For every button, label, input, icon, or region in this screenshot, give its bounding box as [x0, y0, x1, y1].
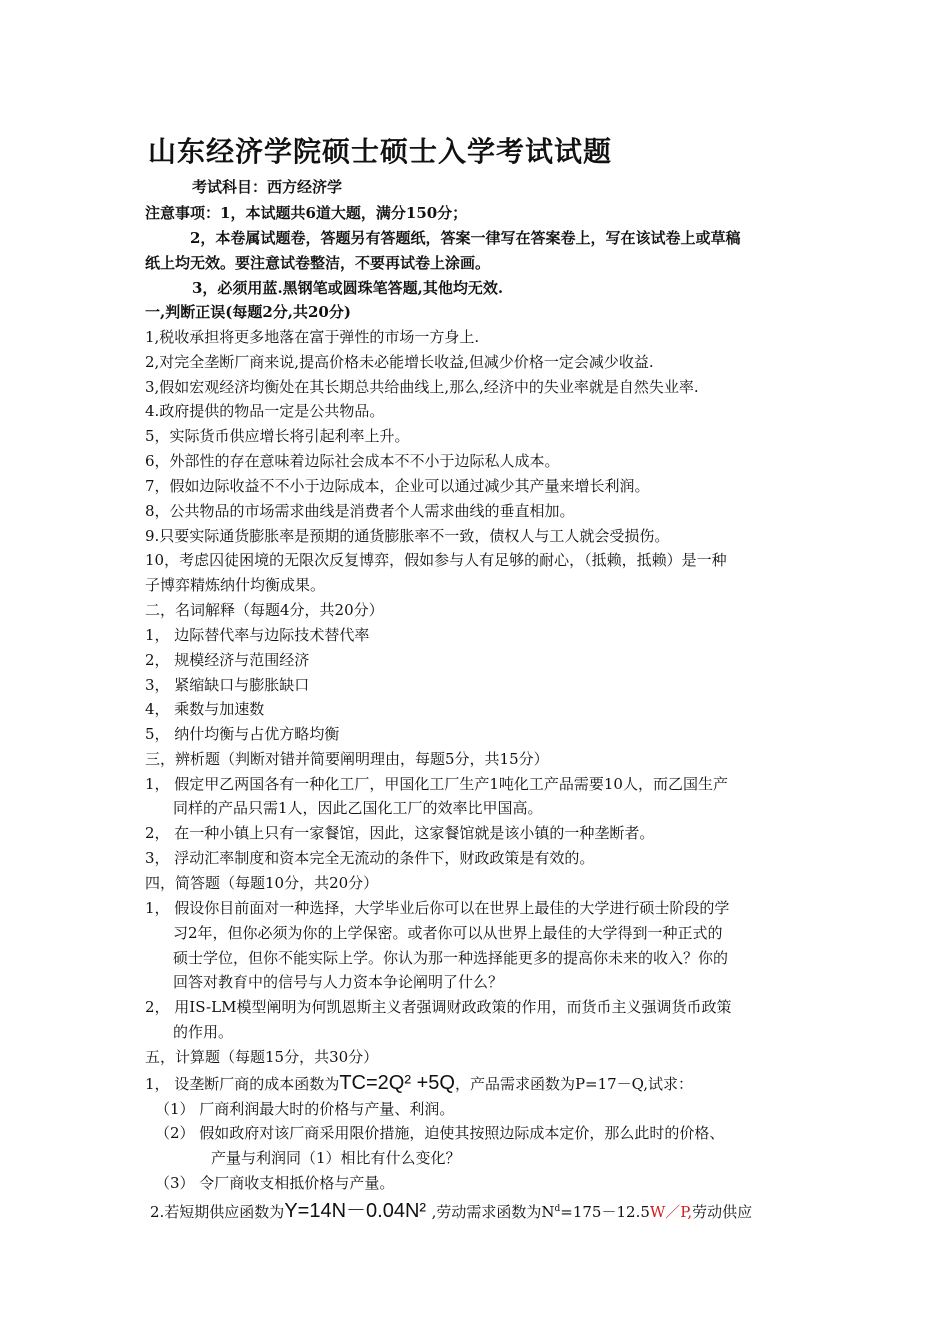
note-3: 3，必须用蓝.黑钢笔或圆珠笔答题,其他均无效.: [192, 279, 504, 297]
list-item: 1， 假设你目前面对一种选择，大学毕业后你可以在世界上最佳的大学进行硕士阶段的学: [145, 899, 730, 917]
section-3-heading: 三，辨析题（判断对错并简要阐明理由，每题5分，共15分）: [145, 750, 549, 768]
q1-suffix: ，产品需求函数为P=17－Q,试求：: [454, 1075, 694, 1093]
note-1: 注意事项：1，本试题共6道大题，满分150分；: [145, 204, 468, 222]
note-2a: 2，本卷属试题卷，答题另有答题纸，答案一律写在答案卷上，写在该试卷上或草稿: [190, 229, 741, 247]
section-1-heading: 一,判断正误(每题2分,共20分): [145, 303, 351, 321]
list-item: 2， 用IS-LM模型阐明为何凯恩斯主义者强调财政政策的作用，而货币主义强调货币政策: [145, 998, 732, 1016]
list-item: 4.政府提供的物品一定是公共物品。: [145, 402, 385, 420]
list-item: 硕士学位，但你不能实际上学。你认为那一种选择能更多的提高你未来的收入？你的: [173, 949, 729, 967]
list-item: 3,假如宏观经济均衡处在其长期总共给曲线上,那么,经济中的失业率就是自然失业率.: [145, 378, 699, 396]
list-item: 6，外部性的存在意味着边际社会成本不不小于边际私人成本。: [145, 452, 560, 470]
list-item: 3， 紧缩缺口与膨胀缺口: [145, 676, 310, 694]
list-item: 子博弈精炼纳什均衡成果。: [145, 576, 326, 594]
q2-red-text: W／P,: [649, 1203, 693, 1221]
list-item: （2） 假如政府对该厂商采用限价措施，迫使其按照边际成本定价，那么此时的价格、: [155, 1124, 725, 1142]
list-item: 1， 边际替代率与边际技术替代率: [145, 626, 370, 644]
exam-title: 山东经济学院硕士硕士入学考试试题: [148, 135, 613, 168]
q1-formula: TC=2Q² +5Q: [339, 1072, 455, 1094]
section-5-heading: 五，计算题（每题15分，共30分）: [145, 1048, 379, 1066]
section-2-heading: 二，名词解释（每题4分，共20分）: [145, 601, 384, 619]
list-item: 10，考虑囚徒困境的无限次反复博弈，假如参与人有足够的耐心，（抵赖，抵赖）是一种: [145, 551, 727, 569]
list-item: 5，实际货币供应增长将引起利率上升。: [145, 427, 410, 445]
list-item: 9.只要实际通货膨胀率是预期的通货膨胀率不一致，债权人与工人就会受损伤。: [145, 527, 670, 545]
list-item: （3） 令厂商收支相抵价格与产量。: [155, 1174, 395, 1192]
list-item: 2， 在一种小镇上只有一家餐馆，因此，这家餐馆就是该小镇的一种垄断者。: [145, 824, 655, 842]
list-item: 8，公共物品的市场需求曲线是消费者个人需求曲线的垂直相加。: [145, 502, 575, 520]
list-item: 2， 规模经济与范围经济: [145, 651, 310, 669]
list-item: 的作用。: [173, 1023, 234, 1041]
q2-superscript: d: [554, 1204, 561, 1214]
list-item: 5， 纳什均衡与占优方略均衡: [145, 725, 340, 743]
section-4-heading: 四，简答题（每题10分，共20分）: [145, 874, 379, 892]
list-item: 1,税收承担将更多地落在富于弹性的市场一方身上.: [145, 328, 480, 346]
calc-question-2: [150, 1196, 752, 1225]
list-item: 产量与利润同（1）相比有什么变化？: [211, 1149, 461, 1167]
q1-prefix: 1， 设垄断厂商的成本函数为: [145, 1075, 340, 1093]
q2-suffix: 劳动供应: [692, 1203, 753, 1221]
list-item: （1） 厂商利润最大时的价格与产量、利润。: [155, 1100, 455, 1118]
list-item: 2,对完全垄断厂商来说,提高价格未必能增长收益,但减少价格一定会减少收益.: [145, 353, 654, 371]
calc-question-1: [145, 1070, 693, 1097]
list-item: 同样的产品只需1人，因此乙国化工厂的效率比甲国高。: [173, 799, 543, 817]
list-item: 7，假如边际收益不不小于边际成本，企业可以通过减少其产量来增长利润。: [145, 477, 650, 495]
note-2b: 纸上均无效。要注意试卷整洁，不要再试卷上涂画。: [145, 254, 491, 272]
list-item: 3， 浮动汇率制度和资本完全无流动的条件下，财政政策是有效的。: [145, 849, 595, 867]
list-item: 回答对教育中的信号与人力资本争论阐明了什么？: [173, 973, 504, 991]
exam-subject: 考试科目：西方经济学: [192, 178, 343, 196]
list-item: 1， 假定甲乙两国各有一种化工厂，甲国化工厂生产1吨化工产品需要10人，而乙国生产: [145, 775, 728, 793]
q2-mid2: =175－12.5: [560, 1203, 650, 1221]
q2-mid: ,劳动需求函数为N: [431, 1203, 555, 1221]
list-item: 习2年，但你必须为你的上学保密。或者你可以从世界上最佳的大学得到一种正式的: [173, 924, 723, 942]
list-item: 4， 乘数与加速数: [145, 700, 265, 718]
q2-prefix: 2.若短期供应函数为: [150, 1203, 285, 1221]
q2-formula: Y=14N－0.04N²: [284, 1200, 432, 1222]
